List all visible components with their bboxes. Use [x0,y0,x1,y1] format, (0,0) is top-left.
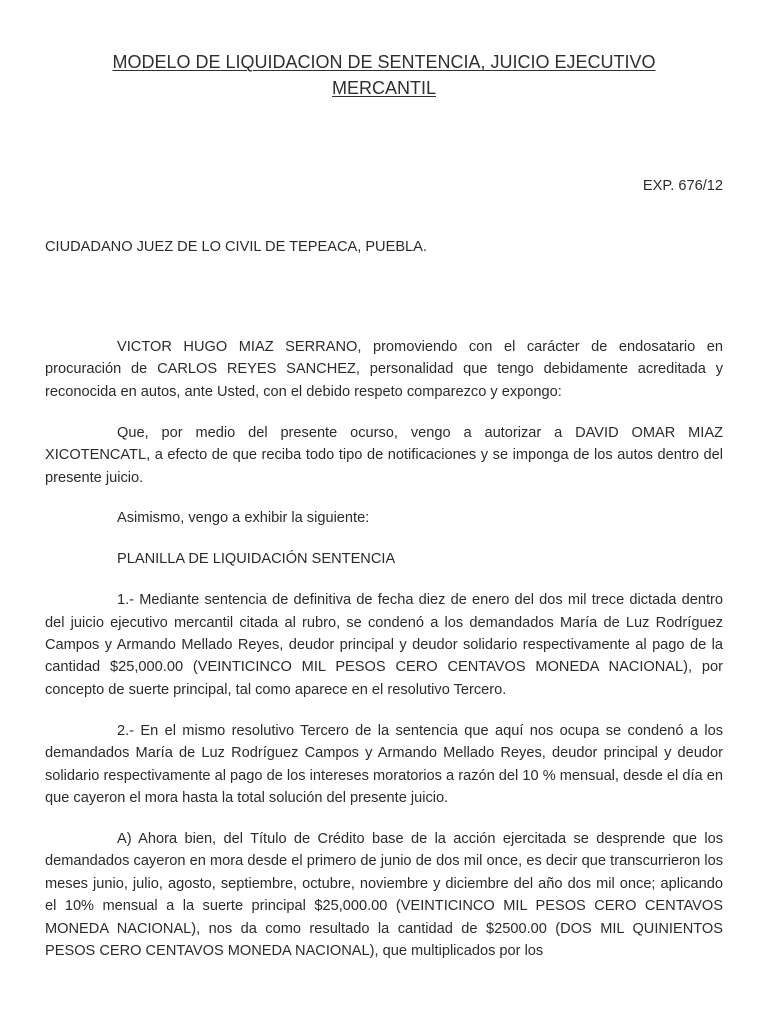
paragraph-point-1: 1.- Mediante sentencia de definitiva de fecha diez de enero del dos mil trece dictada dentro del juicio ejecutivo mercantil citada al rubro, se condenó a los demandados María de Luz Rodríguez Campos y Armando Mellado Reyes, deudor principal y deudor solidario respectivamente al pago de la cantidad $25,000.00 (VEINTICINCO MIL PESOS CERO CENTAVOS MONEDA NACIONAL), por concepto de suerte principal, tal como aparece en el resolutivo Tercero. [45,592,723,698]
paragraph-exhibit: Asimismo, vengo a exhibir la siguiente: [117,510,370,527]
paragraph-planilla-heading: PLANILLA DE LIQUIDACIÓN SENTENCIA [117,551,396,568]
paragraph-point-2: 2.- En el mismo resolutivo Tercero de la sentencia que aquí nos ocupa se condenó a los demandados María de Luz Rodríguez Campos y Armando Mellado Reyes, deudor principal y deudor solidario respectivamente al pago de los intereses moratorios a razón del 10 % mensual, desde el día en que cayeron el mora hasta la total solución del presente juicio. [45,722,723,806]
addressee-line: CIUDADANO JUEZ DE LO CIVIL DE TEPEACA, PUEBLA. [45,239,427,255]
document-body [45,336,723,981]
paragraph-introduction: VICTOR HUGO MIAZ SERRANO, promoviendo con el carácter de endosatario en procuración de CARLOS REYES SANCHEZ, personalidad que tengo debidamente acreditada y reconocida en autos, ante Usted, con el debido respeto comparezco y expongo: [45,339,723,400]
document-title: MODELO DE LIQUIDACION DE SENTENCIA, JUICIO EJECUTIVO MERCANTIL [112,52,656,98]
expediente-number: EXP. 676/12 [642,178,723,194]
paragraph-authorization: Que, por medio del presente ocurso, vengo a autorizar a DAVID OMAR MIAZ XICOTENCATL, a efecto de que reciba todo tipo de notificaciones y se imponga de los autos dentro del presente juicio. [45,424,723,486]
paragraph-point-a: A) Ahora bien, del Título de Crédito base de la acción ejercitada se desprende que los demandados cayeron en mora desde el primero de junio de dos mil once, es decir que transcurrieron los meses junio, julio, agosto, septiembre, octubre, noviembre y diciembre del año dos mil once; aplicando el 10% mensual a la suerte principal $25,000.00 (VEINTICINCO MIL PESOS CERO CENTAVOS MONEDA NACIONAL), nos da como resultado la cantidad de $2500.00 (DOS MIL QUINIENTOS PESOS CERO CENTAVOS MONEDA NACIONAL), que multiplicados por los [45,830,723,959]
